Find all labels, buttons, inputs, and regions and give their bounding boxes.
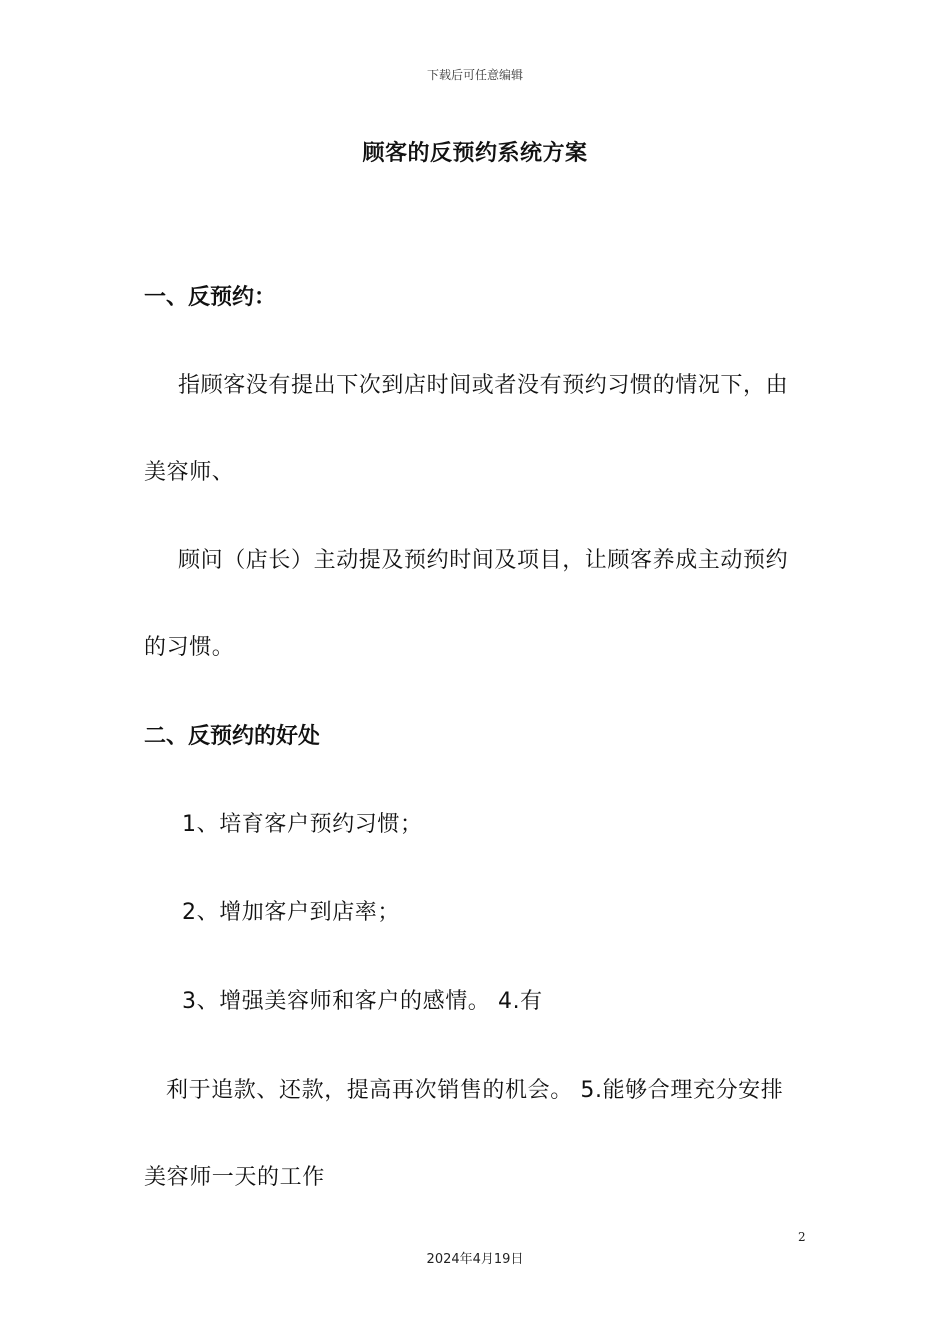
benefit-item: 1、培育客户预约习惯； [182, 812, 423, 837]
document-title: 顾客的反预约系统方案 [362, 141, 588, 166]
benefit-item: 美容师一天的工作 [144, 1165, 325, 1190]
section-1-line: 美容师、 [144, 460, 235, 485]
footer-date: 2024年4月19日 [426, 1252, 524, 1267]
section-1-line: 指顾客没有提出下次到店时间或者没有预约习惯的情况下，由 [178, 373, 789, 398]
benefit-item: 利于追款、还款，提高再次销售的机会。 5.能够合理充分安排 [166, 1078, 784, 1103]
section-1-line: 的习惯。 [144, 635, 235, 660]
section-1-heading: 一、反预约： [144, 285, 277, 310]
header-note: 下载后可任意编辑 [426, 68, 523, 82]
page-number: 2 [798, 1230, 806, 1244]
section-2-heading: 二、反预约的好处 [144, 724, 321, 749]
benefit-item: 2、增加客户到店率； [182, 900, 400, 925]
benefit-item: 3、增强美容师和客户的感情。 4.有 [182, 989, 543, 1014]
section-1-line: 顾问（店长）主动提及预约时间及项目，让顾客养成主动预约 [178, 548, 789, 573]
